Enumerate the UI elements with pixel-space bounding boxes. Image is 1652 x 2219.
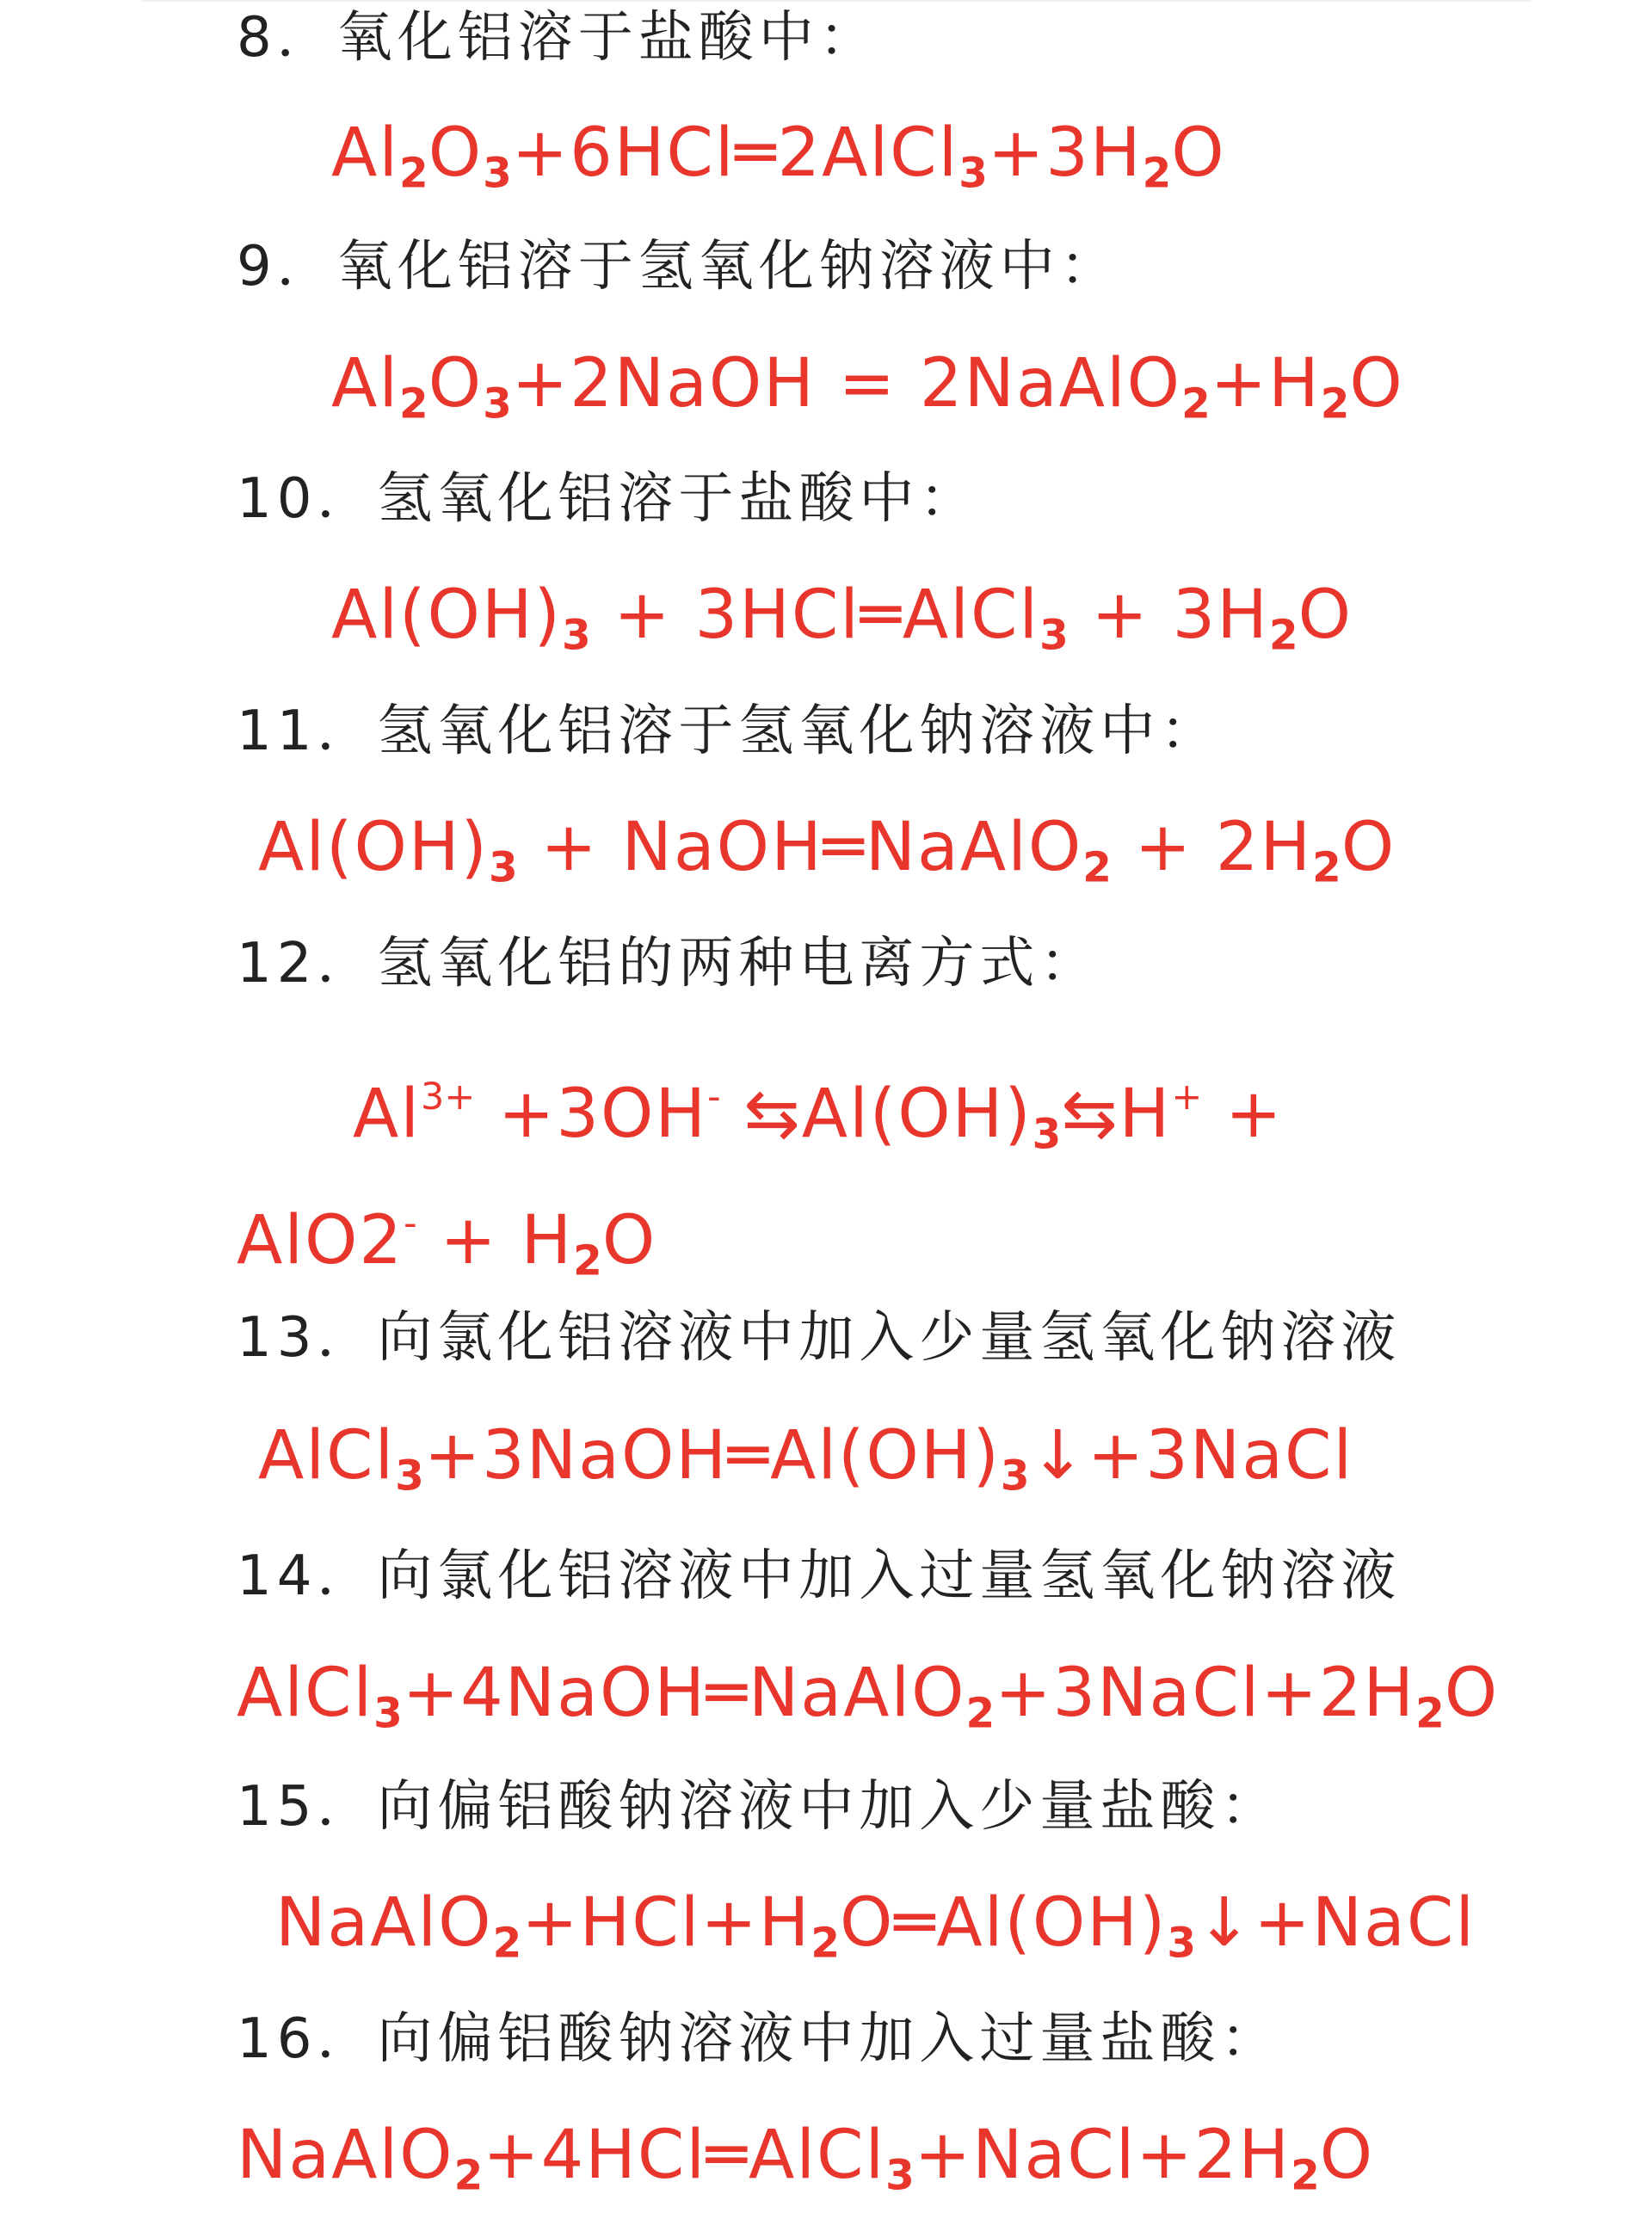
equation-text: +3H xyxy=(987,114,1143,192)
equation-10 xyxy=(331,572,1353,679)
equation-subscript: 3 xyxy=(1032,1110,1062,1159)
equation-subscript: 3 xyxy=(561,611,591,660)
equation-text: + H xyxy=(416,1202,574,1280)
equation-subscript: 2 xyxy=(399,149,428,198)
equation-text: +HCl+H xyxy=(521,1884,811,1962)
equation-subscript: 3 xyxy=(395,1452,424,1501)
equation-text: Al xyxy=(331,114,400,192)
equation-text: Al xyxy=(331,345,400,422)
equation-text: O xyxy=(428,345,484,422)
equation-superscript: + xyxy=(1171,1076,1203,1119)
equation-text: + 2H xyxy=(1111,809,1313,886)
question-11: 11．氢氧化铝溶于氢氧化钠溶液中： xyxy=(237,700,1221,763)
equation-text: AlCl xyxy=(237,1655,374,1732)
equation-subscript: 3 xyxy=(483,379,512,428)
equation-text: +4HCl═AlCl xyxy=(483,2117,886,2194)
equation-12-continued xyxy=(237,1180,656,1304)
equation-text: O xyxy=(601,1202,657,1280)
equation-subscript: 2 xyxy=(453,2151,484,2200)
equation-text: +3NaCl+2H xyxy=(995,1655,1416,1732)
equation-text: +2NaOH = 2NaAlO xyxy=(511,345,1182,422)
equation-subscript: 2 xyxy=(1181,379,1211,428)
equation-text: ⇆Al(OH) xyxy=(720,1076,1032,1154)
question-10: 10．氢氧化铝溶于盐酸中： xyxy=(237,467,980,531)
equation-subscript: 2 xyxy=(1415,1689,1445,1738)
equation-subscript: 3 xyxy=(1039,611,1069,660)
equation-superscript: - xyxy=(707,1076,721,1119)
equation-text: O xyxy=(1298,576,1353,654)
equation-text: O xyxy=(1171,114,1226,192)
equation-subscript: 2 xyxy=(399,379,428,428)
equation-subscript: 2 xyxy=(1291,2151,1320,2200)
equation-subscript: 2 xyxy=(1082,843,1112,892)
equation-text: +H xyxy=(1210,345,1321,422)
equation-text: O xyxy=(428,114,484,192)
equation-text: +NaCl+2H xyxy=(914,2117,1291,2194)
equation-text: NaAlO xyxy=(237,2117,454,2194)
equation-text: +6HCl═2AlCl xyxy=(511,114,959,192)
equation-superscript: 3+ xyxy=(421,1076,476,1119)
equation-subscript: 3 xyxy=(1167,1919,1196,1968)
equation-subscript: 2 xyxy=(811,1919,841,1968)
equation-text: O xyxy=(1444,1655,1500,1732)
equation-text: O xyxy=(1341,809,1396,886)
equation-8 xyxy=(331,110,1226,217)
equation-subscript: 2 xyxy=(573,1236,602,1285)
equation-subscript: 2 xyxy=(1312,843,1341,892)
equation-subscript: 3 xyxy=(959,149,988,198)
equation-16 xyxy=(237,2112,1374,2219)
equation-subscript: 3 xyxy=(483,149,512,198)
equation-text: Al(OH) xyxy=(331,576,562,654)
equation-text: Al(OH) xyxy=(258,809,489,886)
question-14: 14．向氯化铝溶液中加入过量氢氧化钠溶液 xyxy=(237,1544,1402,1608)
equation-13 xyxy=(258,1413,1353,1519)
equation-11 xyxy=(258,804,1396,911)
equation-subscript: 2 xyxy=(965,1689,996,1738)
equation-text: + 3HCl═AlCl xyxy=(590,576,1040,654)
equation-text: +3NaOH═Al(OH) xyxy=(423,1417,1001,1495)
equation-text: +4NaOH═NaAlO xyxy=(402,1655,966,1732)
question-16: 16．向偏铝酸钠溶液中加入过量盐酸： xyxy=(237,2007,1281,2071)
equation-text: O═Al(OH) xyxy=(840,1884,1168,1962)
equation-text: O xyxy=(1319,2117,1375,2194)
equation-15 xyxy=(275,1880,1476,1987)
equation-text: +3OH xyxy=(475,1076,708,1154)
equation-subscript: 2 xyxy=(1142,149,1172,198)
equation-text: AlCl xyxy=(258,1417,396,1495)
equation-text: + 3H xyxy=(1068,576,1269,654)
equation-subscript: 3 xyxy=(488,843,518,892)
equation-subscript: 3 xyxy=(885,2151,915,2200)
equation-14 xyxy=(237,1650,1499,1757)
equation-text: + xyxy=(1202,1076,1284,1154)
equation-9 xyxy=(331,341,1404,447)
question-8: 8．氧化铝溶于盐酸中： xyxy=(237,6,879,70)
equation-text: Al xyxy=(353,1076,422,1154)
question-9: 9．氧化铝溶于氢氧化钠溶液中： xyxy=(237,235,1120,299)
equation-subscript: 2 xyxy=(1320,379,1350,428)
question-13: 13．向氯化铝溶液中加入少量氢氧化钠溶液 xyxy=(237,1306,1402,1370)
equation-text: ↓+3NaCl xyxy=(1029,1417,1354,1495)
equation-text: AlO2 xyxy=(237,1202,404,1280)
equation-text: ⇆H xyxy=(1061,1076,1172,1154)
equation-superscript: - xyxy=(404,1202,417,1245)
equation-subscript: 3 xyxy=(373,1689,403,1738)
equation-text: NaAlO xyxy=(275,1884,493,1962)
equation-12 xyxy=(353,1054,1283,1178)
equation-subscript: 3 xyxy=(1000,1452,1030,1501)
question-12: 12．氢氧化铝的两种电离方式： xyxy=(237,932,1100,995)
equation-text: ↓+NaCl xyxy=(1196,1884,1476,1962)
equation-subscript: 2 xyxy=(1268,611,1298,660)
equation-text: + NaOH═NaAlO xyxy=(517,809,1083,886)
equation-subscript: 2 xyxy=(492,1919,522,1968)
equation-text: O xyxy=(1349,345,1404,422)
question-15: 15．向偏铝酸钠溶液中加入少量盐酸： xyxy=(237,1775,1281,1839)
